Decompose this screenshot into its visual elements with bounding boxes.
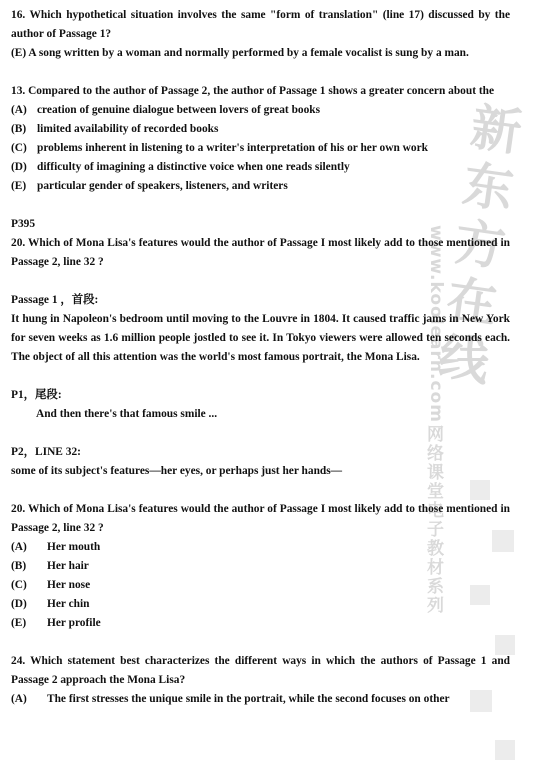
option-item: (A) Her mouth xyxy=(11,541,101,553)
question-20-reference: 20. Which of Mona Lisa's features would the author of Passage I most likely add to those mentioned in Passage 2, line 32 ? xyxy=(11,237,510,268)
option-item: (B) Her hair xyxy=(11,560,89,572)
option-item: (A) The first stresses the unique smile in the portrait, while the second focuses on other xyxy=(11,693,450,705)
option-item: (B) limited availability of recorded books xyxy=(11,123,219,135)
option-item: (A) creation of genuine dialogue between lovers of great books xyxy=(11,104,321,116)
option-item: (C) Her nose xyxy=(11,579,91,591)
question-16-answer: (E) A song written by a woman and normally performed by a female vocalist is sung by a man. xyxy=(11,47,469,59)
option-item: (E) Her profile xyxy=(11,617,101,629)
document-page xyxy=(11,6,510,709)
watermark-url: www.koolearn.com xyxy=(426,225,446,423)
p1-last-label: P1，尾段: xyxy=(11,389,62,401)
page-reference-label: P395 xyxy=(11,218,36,230)
option-item: (C) problems inherent in listening to a writer's interpretation of his or her own work xyxy=(11,142,428,154)
question-20-options xyxy=(11,538,510,633)
question-13: 13. Compared to the author of Passage 2, the author of Passage 1 shows a greater concern about the xyxy=(11,85,495,97)
option-item: (D) Her chin xyxy=(11,598,90,610)
watermark-brand: 新东方在线 xyxy=(435,97,525,393)
p2-line32-text: some of its subject's features—her eyes, or perhaps just her hands— xyxy=(11,465,343,477)
question-13-options xyxy=(11,101,510,196)
question-16: 16. Which hypothetical situation involves the same "form of translation" (line 17) discussed by the author of Passage 1? xyxy=(11,9,510,40)
passage-1-first-text: It hung in Napoleon's bedroom until moving to the Louvre in 1804. It caused traffic jams in New York for seven weeks as 1.6 million people jostled to see it. In Tokyo viewers were allowed ten seconds each. The object of all this attention was the world's most famous portrait, the Mona Lisa. xyxy=(11,313,510,363)
option-item: (E) particular gender of speakers, listeners, and writers xyxy=(11,180,288,192)
p2-line32-label: P2，LINE 32: xyxy=(11,446,81,458)
option-item: (D) difficulty of imagining a distinctive voice when one reads silently xyxy=(11,161,350,173)
watermark-subtitle: 网络课堂电子教材系列 xyxy=(423,425,443,615)
watermark-block xyxy=(495,740,515,760)
question-24: 24. Which statement best characterizes the different ways in which the authors of Passage 1 and Passage 2 approach the Mona Lisa? xyxy=(11,655,510,686)
question-20: 20. Which of Mona Lisa's features would the author of Passage I most likely add to those mentioned in Passage 2, line 32 ? xyxy=(11,503,510,534)
p1-last-text: And then there's that famous smile ... xyxy=(36,408,218,420)
passage-1-first-label: Passage 1 ，首段: xyxy=(11,294,99,306)
